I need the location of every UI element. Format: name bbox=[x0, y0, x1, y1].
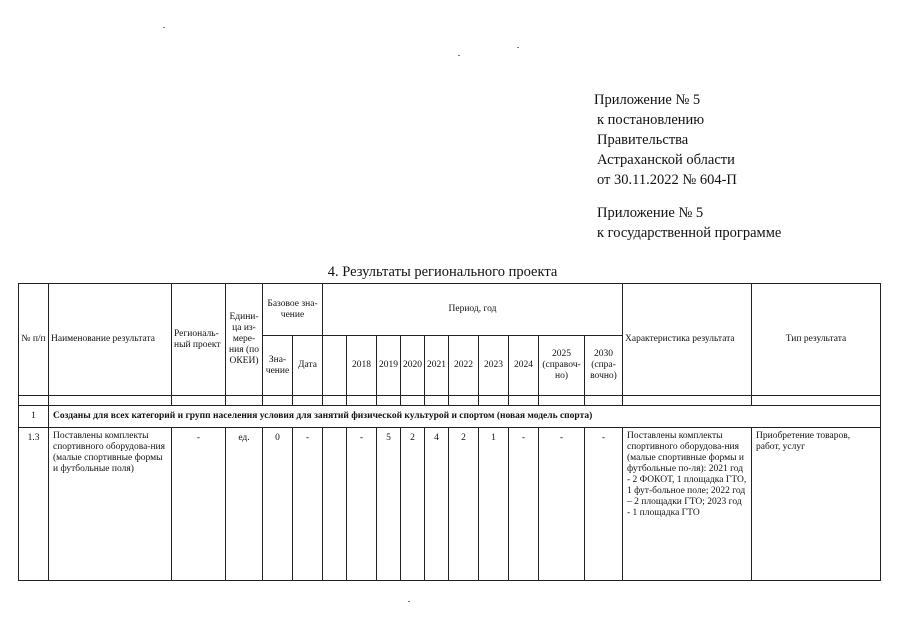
col-year-header: 2030 (спра-вочно) bbox=[585, 336, 623, 396]
col-year-header: 2020 bbox=[401, 336, 425, 396]
section-title: Созданы для всех категорий и групп населения условия для занятий физической культурой и спортом (новая модель спорта) bbox=[49, 406, 881, 428]
header-line: Астраханской области bbox=[597, 152, 735, 168]
col-period-header: Период, год bbox=[323, 284, 623, 336]
col-characteristic-header: Характеристика результата bbox=[623, 284, 752, 396]
col-unit-header: Едини-ца из-мере-ния (по ОКЕИ) bbox=[226, 284, 263, 396]
row-year-value: - bbox=[509, 428, 539, 581]
col-base-date-header: Дата bbox=[293, 336, 323, 396]
scan-speck bbox=[517, 47, 519, 48]
header-line: к постановлению bbox=[597, 112, 705, 128]
col-base-header: Базовое зна-чение bbox=[263, 284, 323, 336]
table-title: 4. Результаты регионального проекта bbox=[327, 264, 558, 280]
row-year-value: - bbox=[585, 428, 623, 581]
approval-header bbox=[594, 90, 781, 243]
header-line: от 30.11.2022 № 604-П bbox=[597, 172, 737, 188]
header-line: Приложение № 5 bbox=[594, 92, 701, 108]
row-characteristic: Поставлены комплекты спортивного оборудова-ния (малые спортивные формы и футбольные по-ля): 2021 год - 2 ФОКОТ, 1 площадка ГТО, 1 фут-больное поле; 2022 год – 2 площадки ГТО; 2023 год - 1 площадка ГТО bbox=[623, 428, 752, 581]
col-year-header: 2022 bbox=[449, 336, 479, 396]
header-line: Приложение № 5 bbox=[597, 205, 704, 221]
scan-speck bbox=[458, 55, 460, 56]
col-name-header: Наименование результата bbox=[49, 284, 172, 396]
col-year-header: 2025 (справоч-но) bbox=[539, 336, 585, 396]
table-title-wrap bbox=[0, 264, 905, 281]
header-line: Правительства bbox=[597, 132, 689, 148]
row-name: Поставлены комплекты спортивного оборудова-ния (малые спортивные формы и футбольные поля) bbox=[49, 428, 172, 581]
row-year-value: 1 bbox=[479, 428, 509, 581]
col-year-header: 2018 bbox=[347, 336, 377, 396]
row-year-value: - bbox=[539, 428, 585, 581]
row-regional: - bbox=[172, 428, 226, 581]
row-year-value: 4 bbox=[425, 428, 449, 581]
section-num: 1 bbox=[19, 406, 49, 428]
table-row bbox=[19, 428, 881, 581]
col-num-header: № п/п bbox=[19, 284, 49, 396]
header-line: к государственной программе bbox=[597, 225, 782, 241]
scan-speck bbox=[408, 601, 410, 602]
row-num: 1.3 bbox=[19, 428, 49, 581]
row-year-value: 2 bbox=[401, 428, 425, 581]
col-year-header: 2021 bbox=[425, 336, 449, 396]
row-type: Приобретение товаров, работ, услуг bbox=[752, 428, 881, 581]
col-year-header: 2024 bbox=[509, 336, 539, 396]
col-type-header: Тип результата bbox=[752, 284, 881, 396]
scan-speck bbox=[163, 27, 165, 28]
row-year-value: - bbox=[347, 428, 377, 581]
row-base-date: - bbox=[293, 428, 323, 581]
col-year-header: 2023 bbox=[479, 336, 509, 396]
row-year-value: 5 bbox=[377, 428, 401, 581]
col-year-header: 2019 bbox=[377, 336, 401, 396]
col-regional-header: Региональ-ный проект bbox=[172, 284, 226, 396]
results-table bbox=[18, 283, 881, 581]
row-year-value: 2 bbox=[449, 428, 479, 581]
row-base-value: 0 bbox=[263, 428, 293, 581]
col-base-value-header: Зна-чение bbox=[263, 336, 293, 396]
row-unit: ед. bbox=[226, 428, 263, 581]
